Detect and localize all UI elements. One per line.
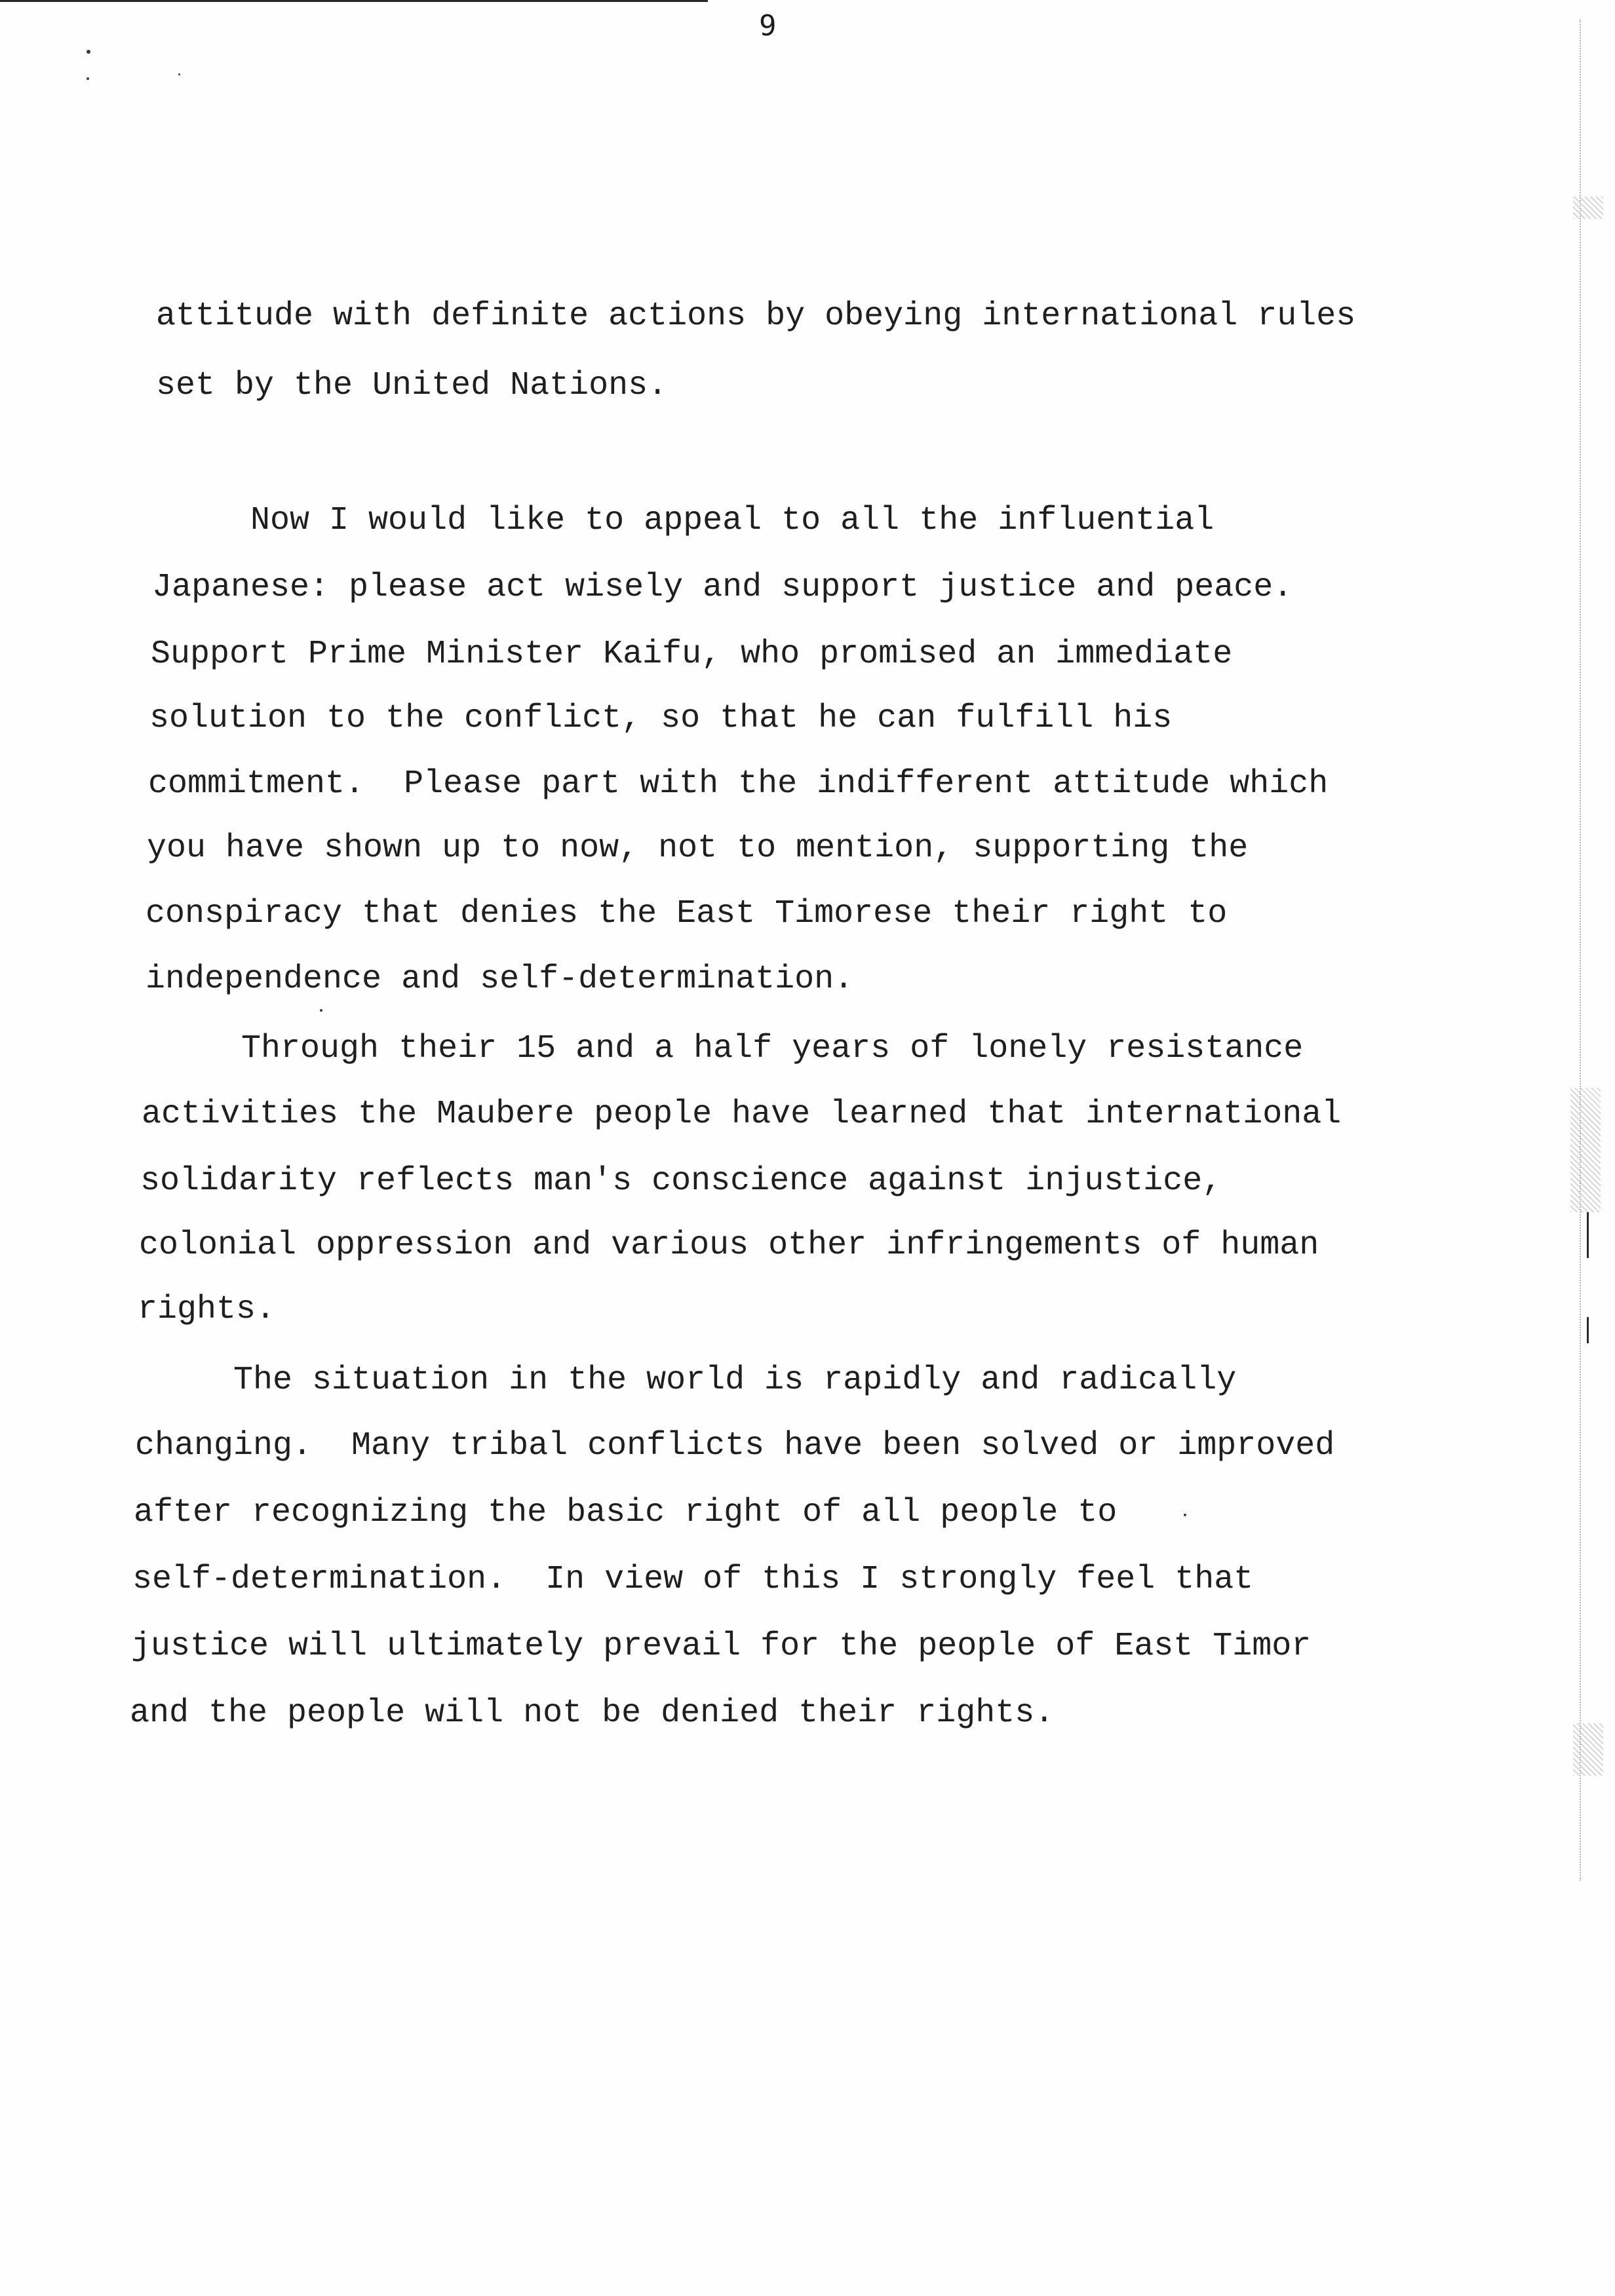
scan-right-edge-blotch — [1573, 197, 1603, 219]
scan-speck — [178, 73, 180, 75]
scan-speck — [87, 77, 89, 80]
page-number: 9 — [759, 9, 777, 43]
scan-speck — [87, 50, 90, 54]
text-line: Japanese: please act wisely and support justice and peace. — [152, 569, 1293, 606]
scan-top-edge-line — [0, 0, 708, 2]
scan-right-edge-noise — [1580, 20, 1607, 1881]
text-line: Now I would like to appeal to all the influential — [152, 502, 1215, 539]
text-line: Through their 15 and a half years of lonely resistance — [143, 1030, 1304, 1067]
scan-right-edge-mark — [1587, 1317, 1589, 1343]
text-line: rights. — [138, 1291, 276, 1328]
scan-right-edge-mark — [1587, 1212, 1589, 1258]
text-line: solution to the conflict, so that he can fulfill his — [149, 700, 1173, 737]
text-line: Support Prime Minister Kaifu, who promised an immediate — [151, 636, 1233, 673]
scan-right-edge-blotch — [1573, 1723, 1603, 1776]
text-line: colonial oppression and various other infringements of human — [139, 1227, 1319, 1264]
text-line: changing. Many tribal conflicts have been solved or improved — [135, 1427, 1335, 1464]
text-line: you have shown up to now, not to mention, supporting the — [147, 830, 1249, 867]
text-line: attitude with definite actions by obeying international rules — [156, 297, 1356, 335]
text-line: set by the United Nations. — [156, 367, 668, 404]
text-line: independence and self-determination. — [146, 961, 854, 998]
text-line: solidarity reflects man's conscience against injustice, — [140, 1162, 1222, 1200]
text-line: and the people will not be denied their rights. — [130, 1694, 1055, 1732]
text-line: commitment. Please part with the indifferent attitude which — [148, 765, 1329, 803]
text-line: after recognizing the basic right of all people to — [134, 1494, 1118, 1531]
text-line: The situation in the world is rapidly and radically — [135, 1362, 1237, 1399]
text-line: justice will ultimately prevail for the people of East Timor — [131, 1628, 1312, 1665]
scan-speck — [1184, 1514, 1186, 1516]
text-line: conspiracy that denies the East Timorese their right to — [146, 895, 1228, 932]
text-line: activities the Maubere people have learned that international — [142, 1096, 1342, 1133]
text-line: self-determination. In view of this I strongly feel that — [132, 1561, 1254, 1598]
scan-speck — [320, 1009, 322, 1012]
scan-right-edge-blotch — [1570, 1088, 1601, 1212]
